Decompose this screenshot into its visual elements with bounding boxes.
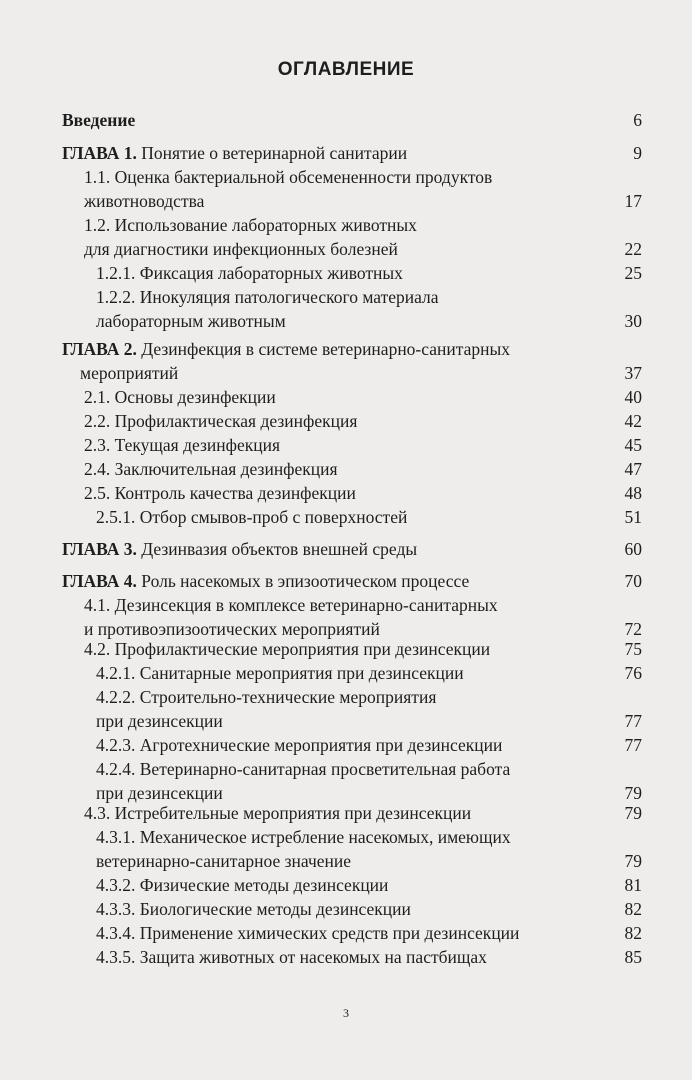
toc-page-number: 75 [624,639,642,659]
toc-entry-title [62,108,135,132]
entry-text: 4.3.4. Применение химических средств при дезинсекции [96,923,520,943]
toc-entry-title [84,481,356,505]
toc-entry-title [96,921,519,945]
toc-entry-title [96,505,407,529]
toc-page-number: 77 [624,711,642,731]
toc-page-number: 30 [624,311,642,331]
toc-entry-title [84,165,492,189]
entry-text: Дезинфекция в системе ветеринарно-санитарных [136,339,510,359]
toc-page-number: 70 [624,571,642,591]
toc-page-number: 47 [624,459,642,479]
entry-text: 2.3. Текущая дезинфекция [84,435,281,455]
chapter-label: ГЛАВА 4. [62,571,137,591]
toc-entry-continuation: мероприятий [80,363,179,383]
toc-entry-title [62,569,469,593]
toc-entry-continuation: и противоэпизоотических мероприятий [84,619,380,639]
entry-text: 4.2.3. Агротехнические мероприятия при дезинсекции [96,735,503,755]
toc-page-number: 25 [624,263,642,283]
entry-text: 1.2. Использование лабораторных животных [84,215,417,235]
entry-text: 1.2.1. Фиксация лабораторных животных [96,263,403,283]
toc-entry-title [96,261,403,285]
toc-entry-title [84,385,276,409]
toc-page-number: 51 [624,507,642,527]
entry-text: Дезинвазия объектов внешней среды [136,539,418,559]
toc-entry-title [84,457,338,481]
entry-text: 1.2.2. Инокуляция патологического материала [96,287,439,307]
toc-page-number: 37 [624,363,642,383]
toc-page-number: 42 [624,411,642,431]
entry-text: 4.2.1. Санитарные мероприятия при дезинсекции [96,663,464,683]
entry-text: 2.2. Профилактическая дезинфекция [84,411,358,431]
toc-entry-title [84,433,280,457]
toc-entry-title [96,897,411,921]
entry-text: Роль насекомых в эпизоотическом процессе [136,571,470,591]
toc-entry-title [62,141,407,165]
entry-text: 2.4. Заключительная дезинфекция [84,459,338,479]
entry-text: 4.2.4. Ветеринарно-санитарная просветительная работа [96,759,511,779]
entry-text: 4.3.3. Биологические методы дезинсекции [96,899,411,919]
toc-page-number: 48 [624,483,642,503]
toc-page-number: 40 [624,387,642,407]
entry-text: 2.5.1. Отбор смывов-проб с поверхностей [96,507,408,527]
toc-page-number: 9 [633,143,642,163]
toc-entry-continuation: при дезинсекции [96,711,223,731]
toc-page-number: 76 [624,663,642,683]
entry-text: 4.2.2. Строительно-технические мероприятия [96,687,437,707]
toc-page-number: 6 [633,110,642,130]
toc-page-number: 77 [624,735,642,755]
toc-entry-title [96,757,510,781]
entry-text: 4.3.2. Физические методы дезинсекции [96,875,389,895]
entry-text: 4.1. Дезинсекция в комплексе ветеринарно-санитарных [84,595,498,615]
page-title: ОГЛАВЛЕНИЕ [277,59,415,80]
chapter-label: ГЛАВА 3. [62,539,137,559]
toc-page-number: 60 [624,539,642,559]
toc-page-number: 17 [624,191,642,211]
toc-page-number: 72 [624,619,642,639]
toc-entry-title [84,593,498,617]
entry-text: 2.1. Основы дезинфекции [84,387,276,407]
toc-page-number: 82 [624,899,642,919]
toc-entry-title [96,685,436,709]
entry-text: 4.2. Профилактические мероприятия при дезинсекции [84,639,491,659]
entry-text: Понятие о ветеринарной санитарии [136,143,408,163]
toc-entry-continuation: ветеринарно-санитарное значение [96,851,352,871]
toc-page-number: 79 [624,851,642,871]
toc-entry-title [96,873,388,897]
chapter-label: ГЛАВА 1. [62,143,137,163]
toc-page-number: 79 [624,783,642,803]
chapter-label: ГЛАВА 2. [62,339,137,359]
toc-entry-title [84,801,471,825]
entry-text: 4.3.5. Защита животных от насекомых на пастбищах [96,947,487,967]
entry-text: 4.3.1. Механическое истребление насекомых, имеющих [96,827,511,847]
toc-entry-title [84,637,490,661]
toc-entry-continuation: при дезинсекции [96,783,223,803]
toc-entry-title [62,337,510,361]
page-number: 3 [343,1006,349,1020]
toc-entry-continuation: для диагностики инфекционных болезней [84,239,398,259]
toc-entry-title [96,661,464,685]
toc-entry-title [96,945,487,969]
toc-entry-continuation: животноводства [84,191,205,211]
toc-page-number: 45 [624,435,642,455]
toc-page-number: 82 [624,923,642,943]
toc-entry-title [96,285,439,309]
entry-text: 1.1. Оценка бактериальной обсемененности продуктов [84,167,493,187]
toc-entry-title [96,825,511,849]
toc-page-number: 81 [624,875,642,895]
toc-page-number: 79 [624,803,642,823]
toc-entry-title [84,409,357,433]
entry-text: 2.5. Контроль качества дезинфекции [84,483,356,503]
entry-text: 4.3. Истребительные мероприятия при дезинсекции [84,803,472,823]
toc-entry-title [62,537,417,561]
toc-entry-title [96,733,502,757]
chapter-label: Введение [62,110,136,130]
toc-page-number: 22 [624,239,642,259]
toc-entry-continuation: лабораторным животным [96,311,286,331]
toc-page-number: 85 [624,947,642,967]
toc-entry-title [84,213,417,237]
